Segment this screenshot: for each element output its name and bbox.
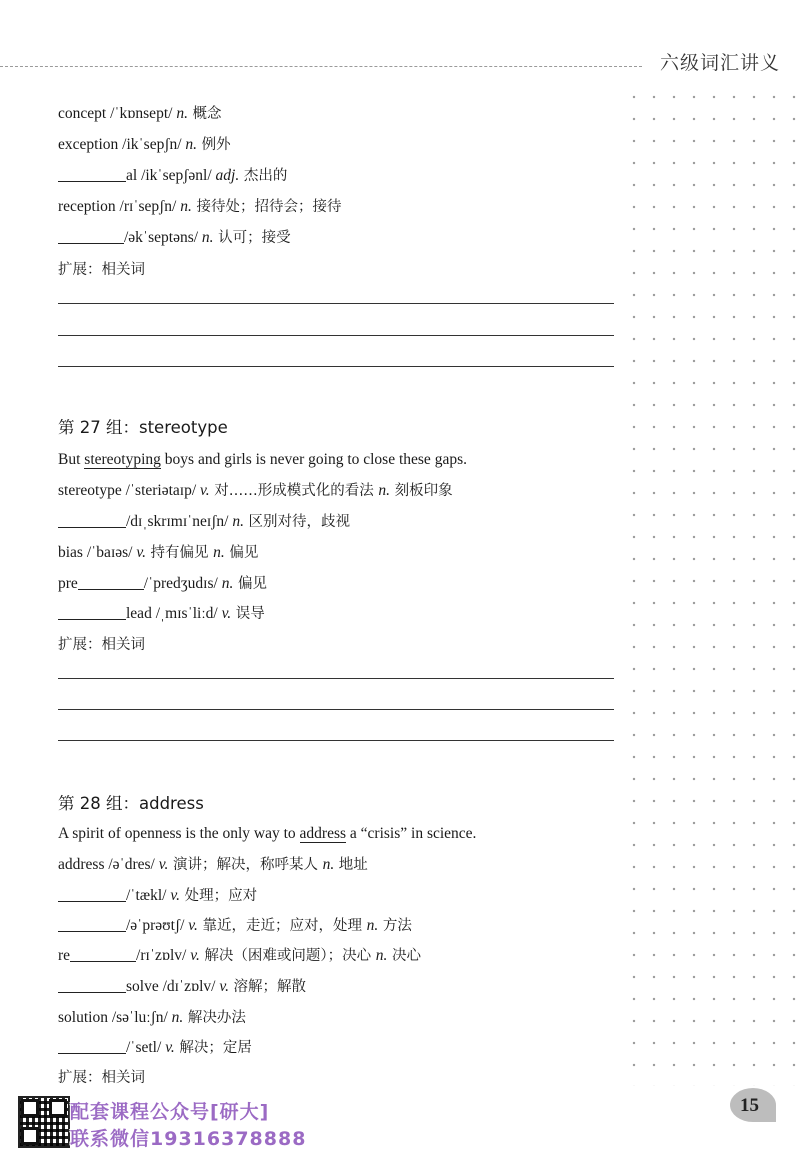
keyword-underlined: address: [299, 825, 347, 842]
definition: 持有偏见: [145, 545, 214, 561]
part-of-speech: n.: [322, 856, 335, 873]
writing-line[interactable]: [58, 366, 614, 367]
definition: 接待处；招待会；接待: [191, 199, 342, 215]
phonetic: /ikˈsepʃənl/: [137, 167, 216, 184]
part-of-speech: n.: [221, 575, 234, 592]
definition: 例外: [197, 137, 231, 153]
definition: 偏见: [224, 545, 259, 561]
part-of-speech: v.: [219, 978, 229, 995]
word: exception: [58, 136, 119, 153]
fill-in-blank[interactable]: [70, 947, 136, 962]
extension-label: 扩展：相关词: [58, 637, 145, 653]
vocab-entry-stereotype: [58, 481, 453, 501]
part-of-speech: n.: [180, 198, 192, 215]
vocab-entry-prejudice: [58, 574, 267, 594]
vocab-entry-solution: [58, 1008, 246, 1028]
definition: 溶解；解散: [228, 979, 307, 995]
extension-label: 扩展：相关词: [58, 262, 145, 278]
part-of-speech: v.: [136, 544, 146, 561]
vocab-entry-settle: [58, 1038, 252, 1058]
group-27-heading: 第 27 组：stereotype: [58, 418, 228, 437]
fill-in-blank[interactable]: [58, 229, 124, 244]
phonetic: /ˈtækl/: [126, 887, 171, 904]
page-header-title: 六级词汇讲义: [660, 52, 781, 74]
phonetic: /dɪˌskrɪmɪˈneɪʃn/: [126, 513, 233, 530]
part-of-speech: n.: [185, 136, 198, 153]
vocab-entry-bias: [58, 543, 258, 563]
definition: 偏见: [233, 576, 267, 592]
word-suffix: lead: [126, 605, 152, 622]
phonetic: /ikˈsepʃn/: [118, 136, 186, 153]
phonetic: /rɪˈsepʃn/: [115, 198, 181, 215]
example-sentence: [58, 450, 467, 470]
definition: 解决（困难或问题）；决心: [199, 948, 376, 964]
definition: 刻板印象: [390, 483, 453, 499]
phonetic: /ˈpredʒudɪs/: [143, 575, 222, 592]
fill-in-blank[interactable]: [58, 887, 126, 902]
writing-line[interactable]: [58, 335, 614, 336]
vocab-entry-discrimination: [58, 512, 350, 532]
qr-code: [18, 1096, 70, 1148]
fill-in-blank[interactable]: [58, 605, 126, 620]
part-of-speech: n.: [176, 105, 188, 122]
vocab-entry-exceptional: [58, 166, 287, 186]
part-of-speech: v.: [165, 1039, 175, 1056]
definition: 概念: [187, 106, 222, 122]
dot-grid-notes-area: [624, 86, 800, 1086]
phonetic: /əkˈseptəns/: [124, 229, 202, 246]
header-divider: [0, 66, 642, 67]
definition: 演讲；解决，称呼某人: [168, 857, 323, 873]
part-of-speech: adj.: [215, 167, 240, 184]
word-prefix: re: [58, 947, 71, 964]
vocab-entry-exception: [58, 135, 231, 155]
definition: 靠近，走近；应对，处理: [197, 918, 367, 934]
word: address: [58, 856, 105, 873]
writing-line[interactable]: [58, 678, 614, 679]
definition: 解决；定居: [174, 1040, 252, 1056]
qr-finder: [21, 1127, 39, 1145]
qr-finder: [21, 1099, 39, 1117]
word: reception: [58, 198, 116, 215]
fill-in-blank[interactable]: [58, 1039, 126, 1054]
part-of-speech: n.: [378, 482, 390, 499]
extension-label: 扩展：相关词: [58, 1070, 145, 1086]
word: stereotype: [58, 482, 122, 499]
vocab-entry-mislead: [58, 604, 265, 624]
part-of-speech: v.: [200, 482, 210, 499]
phonetic: /ˈbaɪəs/: [82, 544, 137, 561]
phonetic: /ˈsteriətaɪp/: [121, 482, 201, 499]
watermark-line-1: 配套课程公众号[研大]: [70, 1101, 270, 1123]
definition: 地址: [334, 857, 368, 873]
phonetic: /ˈkɒnsept/: [106, 105, 177, 122]
vocab-entry-address: [58, 855, 368, 875]
writing-line[interactable]: [58, 709, 614, 710]
phonetic: /ˈsetl/: [126, 1039, 166, 1056]
word-suffix: solve: [126, 978, 159, 995]
definition: 区别对待，歧视: [243, 514, 351, 530]
vocab-entry-concept: [58, 104, 222, 124]
part-of-speech: v.: [158, 856, 169, 873]
part-of-speech: v.: [190, 947, 200, 964]
watermark-line-2: 联系微信19316378888: [70, 1128, 307, 1150]
part-of-speech: v.: [188, 917, 198, 934]
definition: 认可；接受: [213, 230, 291, 246]
phonetic: /əˈdres/: [104, 856, 159, 873]
sentence-start: A spirit of openness is the only way to: [58, 825, 300, 842]
word-prefix: pre: [58, 575, 78, 592]
page-number: 15: [740, 1095, 759, 1116]
word: solution: [58, 1009, 108, 1026]
writing-line[interactable]: [58, 740, 614, 741]
part-of-speech: n.: [366, 917, 379, 934]
part-of-speech: v.: [221, 605, 232, 622]
definition: 决心: [387, 948, 422, 964]
part-of-speech: v.: [170, 887, 180, 904]
word: bias: [58, 544, 83, 561]
definition: 杰出的: [239, 168, 288, 184]
fill-in-blank[interactable]: [78, 575, 144, 590]
part-of-speech: n.: [232, 513, 244, 530]
keyword-underlined: stereotyping: [84, 451, 161, 468]
definition: 误导: [231, 606, 265, 622]
vocab-entry-dissolve: [58, 977, 306, 997]
definition: 处理；应对: [179, 888, 258, 904]
group-28-heading: 第 28 组：address: [58, 794, 204, 813]
fill-in-blank[interactable]: [58, 978, 126, 993]
word: concept: [58, 105, 107, 122]
vocab-entry-approach: [58, 916, 412, 936]
part-of-speech: n.: [201, 229, 214, 246]
sentence-end: a “crisis” in science.: [346, 825, 477, 842]
phonetic: /əˈprəʊtʃ/: [126, 917, 189, 934]
sentence-end: boys and girls is never going to close these gaps.: [160, 451, 467, 468]
fill-in-blank[interactable]: [58, 513, 126, 528]
word-suffix: al: [126, 167, 138, 184]
definition: 方法: [378, 918, 412, 934]
vocab-entry-reception: [58, 197, 341, 217]
fill-in-blank[interactable]: [58, 167, 126, 182]
phonetic: /dɪˈzɒlv/: [158, 978, 220, 995]
qr-finder: [49, 1099, 67, 1117]
definition: 对……形成模式化的看法: [209, 483, 379, 499]
sentence-start: But: [58, 451, 85, 468]
example-sentence: [58, 824, 476, 844]
part-of-speech: n.: [375, 947, 388, 964]
vocab-entry-resolve: [58, 946, 421, 966]
phonetic: /rɪˈzɒlv/: [136, 947, 191, 964]
part-of-speech: n.: [213, 544, 225, 561]
phonetic: /ˌmɪsˈliːd/: [151, 605, 222, 622]
fill-in-blank[interactable]: [58, 917, 126, 932]
phonetic: /səˈluːʃn/: [107, 1009, 172, 1026]
writing-line[interactable]: [58, 303, 614, 304]
vocab-entry-tackle: [58, 886, 257, 906]
part-of-speech: n.: [171, 1009, 184, 1026]
definition: 解决办法: [183, 1010, 246, 1026]
vocab-entry-acceptance: [58, 228, 291, 248]
